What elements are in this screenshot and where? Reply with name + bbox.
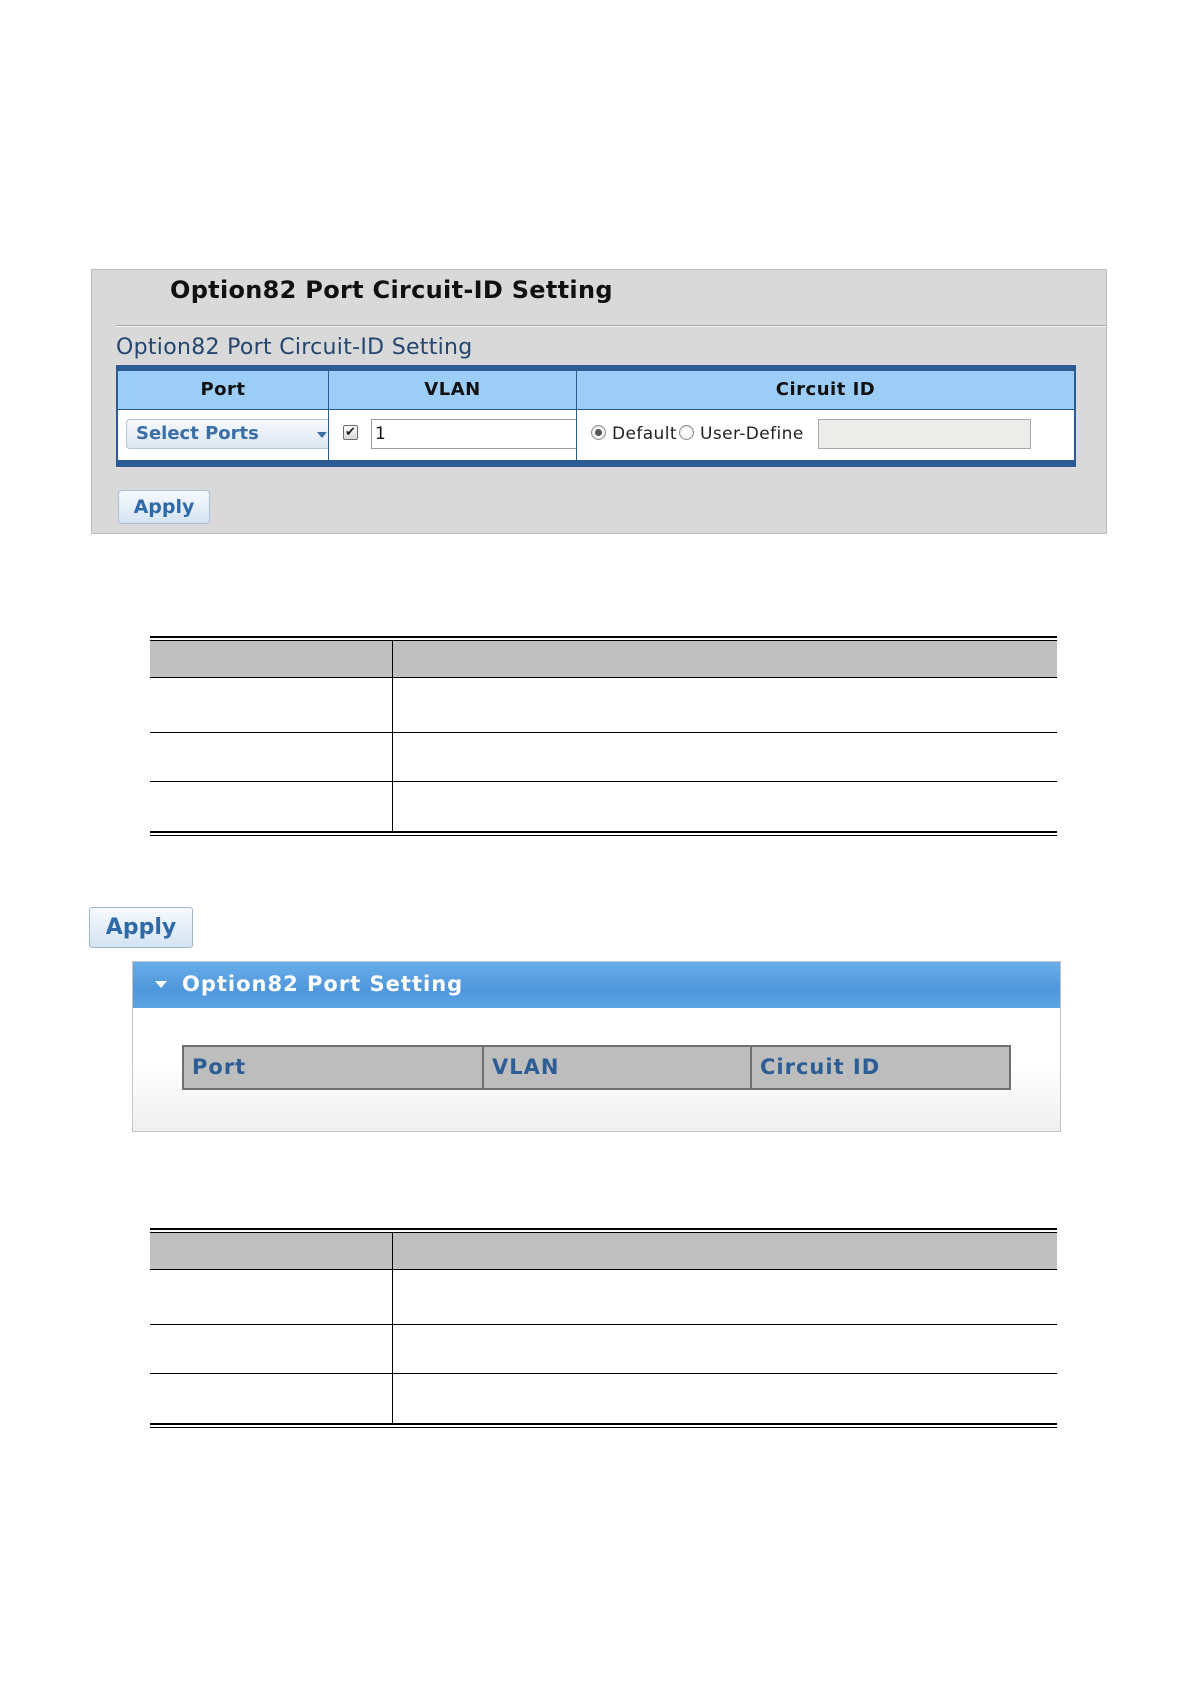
user-define-input[interactable] (818, 419, 1031, 449)
column-divider (328, 371, 329, 460)
collapse-triangle-icon[interactable] (155, 981, 167, 988)
column-header-port: Port (192, 1055, 247, 1079)
vlan-checkbox[interactable]: ✔ (343, 425, 358, 440)
table-rule (150, 1423, 1057, 1425)
chevron-down-icon (317, 432, 327, 438)
panel-title: Option82 Port Circuit-ID Setting (170, 276, 613, 304)
table-rule (150, 835, 1057, 836)
panel-title: Option82 Port Setting (182, 972, 464, 996)
apply-button-standalone[interactable]: Apply (89, 907, 193, 948)
radio-default-label: Default (612, 424, 677, 444)
table-row-divider (150, 781, 1057, 782)
column-header-circuit-id: Circuit ID (577, 371, 1074, 409)
vlan-cell (329, 409, 576, 460)
apply-button[interactable]: Apply (118, 490, 210, 524)
table-header-row (150, 641, 1057, 677)
description-table (150, 1228, 1057, 1430)
table-row-divider (150, 677, 1057, 678)
table-row-divider (150, 1373, 1057, 1374)
circuit-id-cell (577, 409, 1074, 460)
table-rule (150, 1228, 1057, 1230)
section-title: Option82 Port Circuit-ID Setting (116, 335, 473, 360)
table-rule (150, 636, 1057, 638)
column-divider (576, 371, 577, 460)
port-setting-panel (132, 961, 1061, 1132)
table-row-divider (150, 1269, 1057, 1270)
port-setting-table (182, 1045, 1011, 1090)
table-column-divider (392, 641, 393, 831)
divider (116, 325, 1106, 327)
panel-header-bar[interactable] (133, 962, 1060, 1008)
circuit-id-setting-panel (91, 269, 1107, 534)
table-row-divider (150, 1324, 1057, 1325)
column-header-vlan: VLAN (329, 371, 576, 409)
column-header-port: Port (118, 371, 328, 409)
description-table (150, 636, 1057, 838)
column-header-vlan: VLAN (492, 1055, 560, 1079)
column-header-circuit-id: Circuit ID (760, 1055, 881, 1079)
table-header-row (150, 1233, 1057, 1269)
circuit-id-settings-table (116, 365, 1076, 467)
vlan-input[interactable]: 1 (371, 419, 583, 449)
table-rule (150, 1427, 1057, 1428)
port-cell (118, 409, 328, 460)
radio-default[interactable] (591, 425, 606, 440)
select-ports-dropdown[interactable] (126, 419, 336, 449)
table-column-divider (392, 1233, 393, 1423)
select-ports-label: Select Ports (136, 423, 259, 444)
table-row-divider (150, 732, 1057, 733)
radio-user-define-label: User-Define (700, 424, 804, 444)
table-rule (150, 831, 1057, 833)
radio-user-define[interactable] (679, 425, 694, 440)
